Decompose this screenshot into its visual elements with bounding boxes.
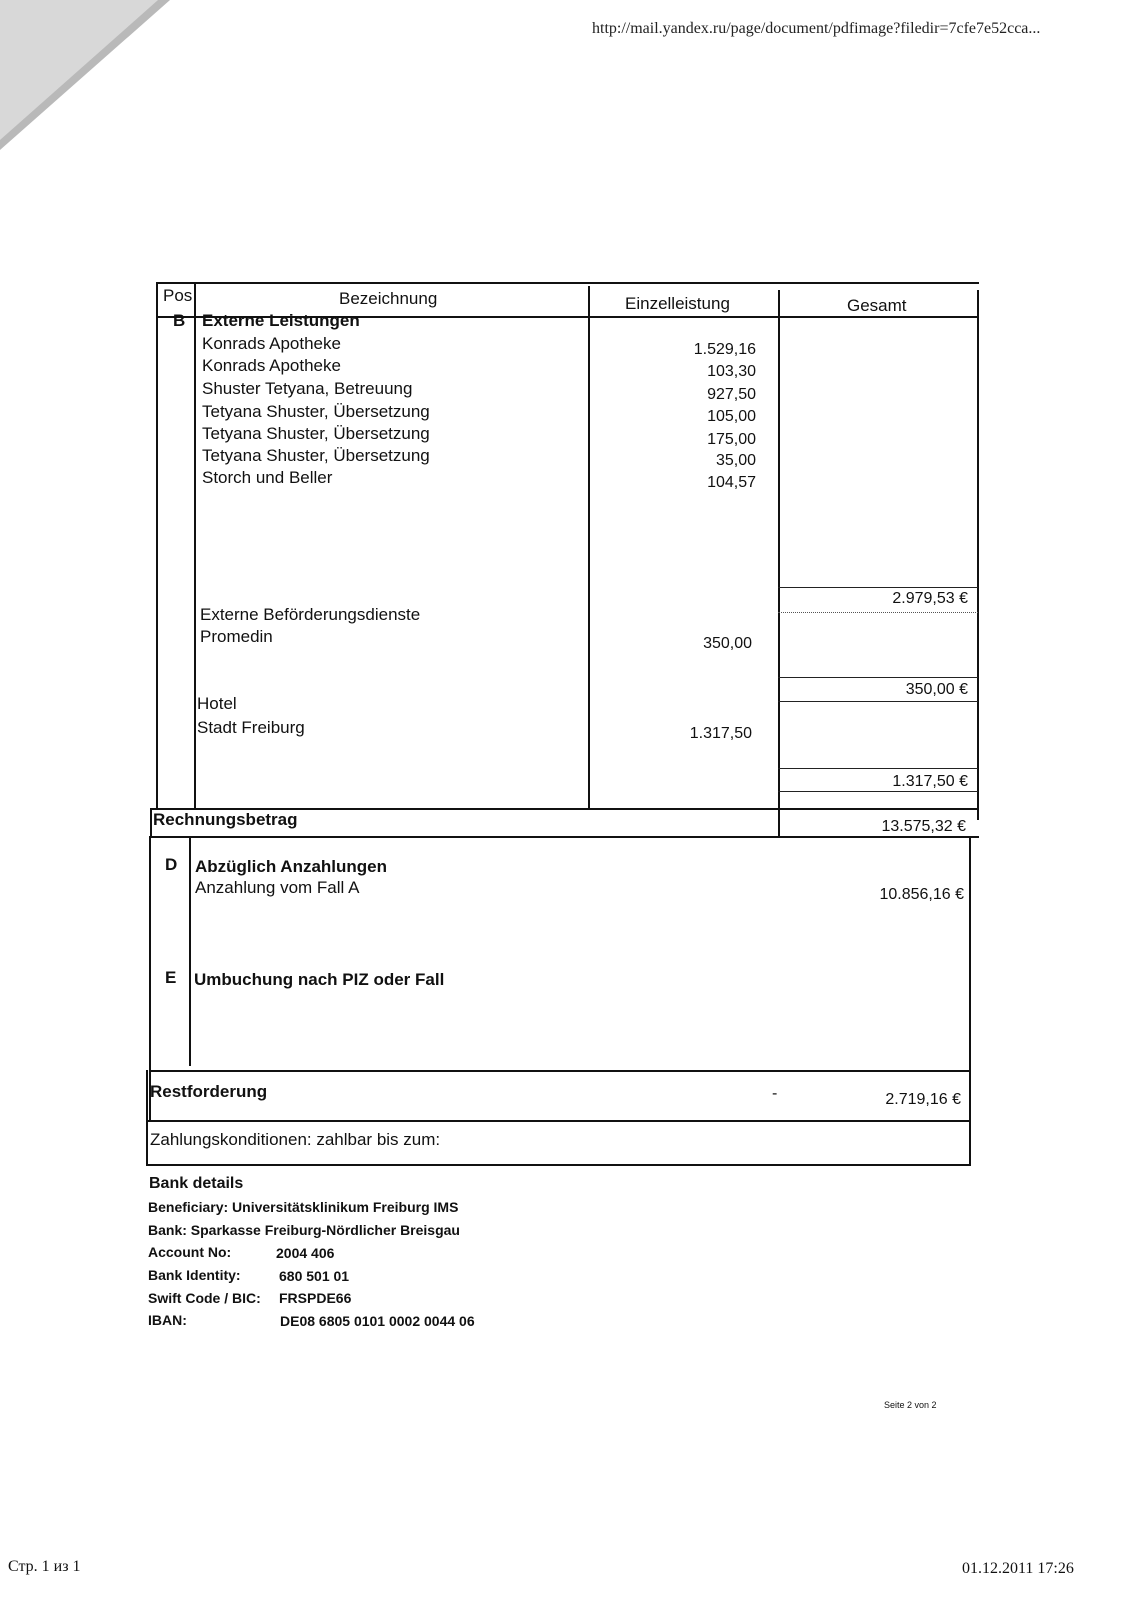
bank-account-label: Account No: [148, 1244, 232, 1260]
remaining-dash: - [772, 1085, 778, 1102]
pos-column-divider [194, 282, 196, 808]
terms-bottom [146, 1164, 971, 1166]
col-header-pos: Pos [163, 286, 193, 305]
bank-iban-value: DE08 6805 0101 0002 0044 06 [280, 1313, 475, 1329]
subtotal-hotel-top [778, 768, 978, 769]
hotel-title: Hotel [197, 694, 237, 713]
table-right-border [977, 290, 979, 820]
subtotal-b-top [778, 587, 978, 588]
list-item-label: Shuster Tetyana, Betreuung [202, 379, 413, 398]
bank-account-value: 2004 406 [276, 1245, 335, 1261]
list-item-amount: 105,00 [707, 408, 756, 425]
list-item-amount: 1.529,16 [693, 341, 756, 358]
bank-swift-label: Swift Code / BIC: [148, 1290, 261, 1306]
subtotal-b-bottom [778, 612, 978, 613]
bank-beneficiary: Beneficiary: Universitätsklinikum Freiburg IMS [148, 1199, 459, 1215]
einzel-column-divider [588, 286, 590, 810]
subtotal-transport: 350,00 € [905, 681, 968, 698]
list-item-label: Tetyana Shuster, Übersetzung [202, 446, 430, 465]
list-item-amount: 103,30 [707, 363, 756, 380]
section-b-title: Externe Leistungen [202, 311, 360, 330]
list-item-label: Storch und Beller [202, 468, 333, 487]
subtotal-b: 2.979,53 € [892, 590, 968, 607]
footer-page-count: Стр. 1 из 1 [8, 1558, 81, 1575]
bank-name: Bank: Sparkasse Freiburg-Nördlicher Breisgau [148, 1222, 460, 1238]
page-url: http://mail.yandex.ru/page/document/pdfimage?filedir=7cfe7e52cca... [592, 20, 1041, 37]
subtotal-transport-top [778, 677, 978, 678]
total-row-bottom [150, 836, 979, 838]
section-d-code: D [165, 855, 178, 874]
section-e-code: E [165, 968, 177, 987]
col-header-gesamt: Gesamt [847, 296, 907, 315]
terms-left [146, 1070, 148, 1166]
de-block-left [149, 836, 151, 1122]
list-item-amount: 175,00 [707, 431, 756, 448]
list-item-label: Konrads Apotheke [202, 356, 341, 375]
rest-row-bottom [147, 1120, 971, 1122]
subtotal-hotel: 1.317,50 € [892, 773, 968, 790]
list-item-label: Tetyana Shuster, Übersetzung [202, 424, 430, 443]
de-block-right [969, 836, 971, 1166]
hotel-item-label: Stadt Freiburg [197, 718, 305, 737]
list-item-amount: 927,50 [707, 386, 756, 403]
page-number-note: Seite 2 von 2 [884, 1400, 937, 1410]
section-e-title: Umbuchung nach PIZ oder Fall [194, 970, 445, 989]
payment-terms: Zahlungskonditionen: zahlbar bis zum: [150, 1130, 441, 1149]
section-b-code: B [173, 311, 186, 330]
subtotal-hotel-bottom [778, 791, 978, 792]
list-item-label: Tetyana Shuster, Übersetzung [202, 402, 430, 421]
list-item-label: Konrads Apotheke [202, 334, 341, 353]
invoice-total-amount: 13.575,32 € [881, 818, 966, 835]
remaining-amount: 2.719,16 € [885, 1091, 961, 1108]
section-d-amount: 10.856,16 € [879, 886, 964, 903]
section-d-title: Abzüglich Anzahlungen [195, 857, 388, 876]
footer-timestamp: 01.12.2011 17:26 [962, 1560, 1074, 1577]
col-header-bezeichnung: Bezeichnung [339, 289, 438, 308]
remaining-label: Restforderung [150, 1082, 268, 1101]
transport-item-label: Promedin [200, 627, 273, 646]
bank-identity-label: Bank Identity: [148, 1267, 241, 1283]
de-pos-divider [189, 836, 191, 1066]
hotel-item-amount: 1.317,50 [689, 725, 752, 742]
list-item-amount: 35,00 [715, 452, 756, 469]
bank-iban-label: IBAN: [148, 1312, 187, 1328]
rest-row-top [149, 1070, 971, 1072]
col-header-einzelleistung: Einzelleistung [625, 294, 730, 313]
table-left-border [156, 282, 158, 808]
total-row-left [150, 808, 152, 838]
transport-title: Externe Beförderungsdienste [200, 605, 421, 624]
subtotal-transport-bottom [778, 701, 978, 702]
gesamt-column-divider [778, 290, 780, 836]
table-top-border [157, 282, 979, 284]
bank-title: Bank details [149, 1175, 244, 1192]
page-fold-corner-inner [0, 0, 158, 140]
transport-item-amount: 350,00 [703, 635, 752, 652]
invoice-total-label: Rechnungsbetrag [153, 810, 298, 829]
bank-identity-value: 680 501 01 [279, 1268, 350, 1284]
bank-swift-value: FRSPDE66 [279, 1290, 352, 1306]
section-d-item-label: Anzahlung vom Fall A [195, 878, 360, 897]
list-item-amount: 104,57 [707, 474, 756, 491]
